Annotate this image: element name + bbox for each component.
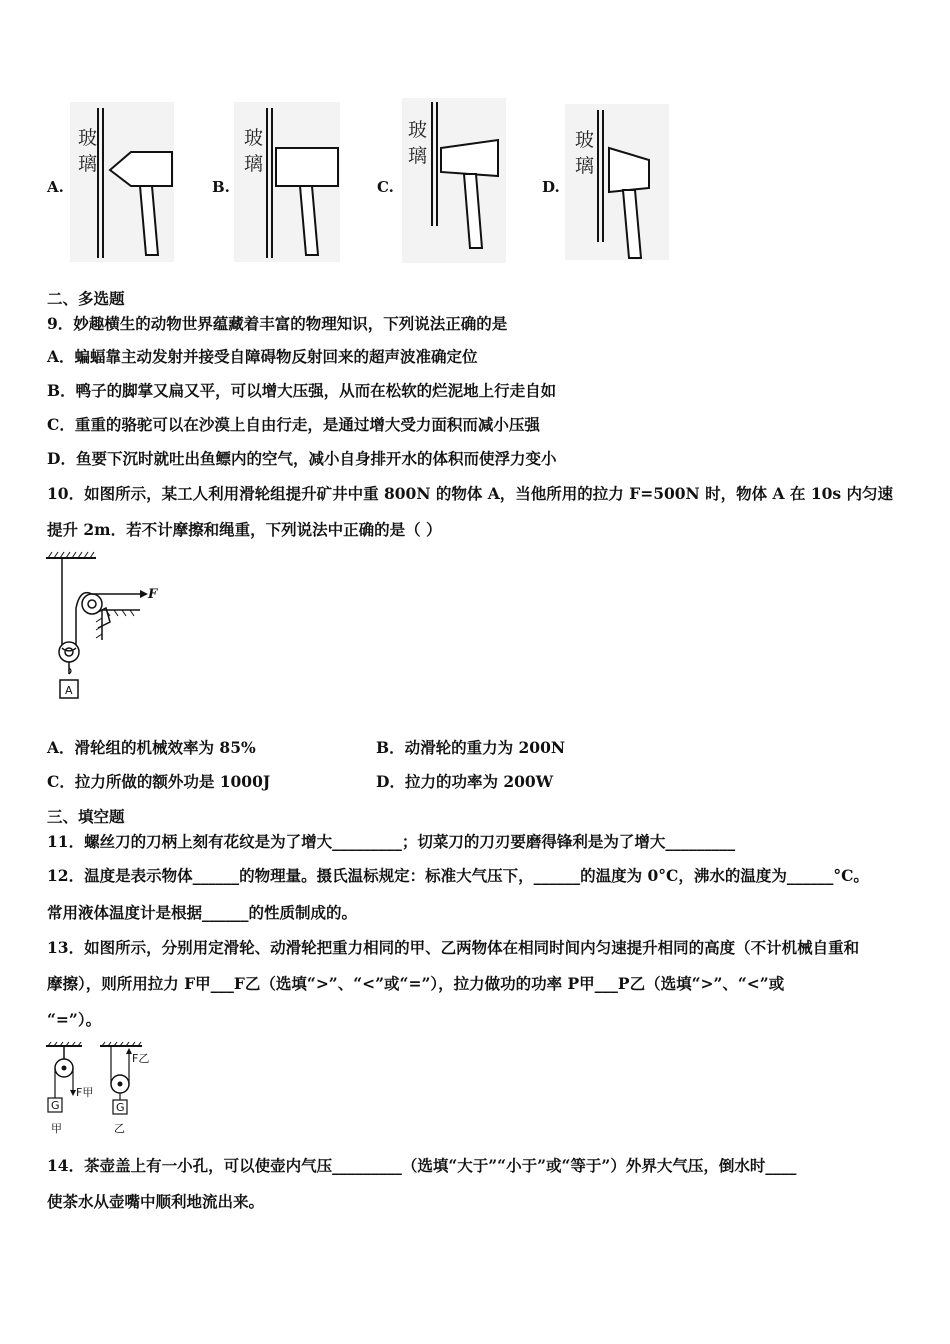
glass-char-1: 玻 xyxy=(78,127,98,149)
q9-option-c: C．重重的骆驼可以在沙漠上自由行走，是通过增大受力面积而减小压强 xyxy=(47,415,540,434)
q13-force-yi: F乙 xyxy=(132,1052,150,1065)
q13-pulley-figure xyxy=(42,1040,162,1140)
option-c-label: C. xyxy=(377,178,394,196)
q10-option-a: A．滑轮组的机械效率为 85% xyxy=(47,738,256,757)
glass-char-1: 玻 xyxy=(408,119,428,141)
section-title-fill-blank: 三、填空题 xyxy=(47,807,125,826)
q13-line1: 13．如图所示，分别用定滑轮、动滑轮把重力相同的甲、乙两物体在相同时间内匀速提升相同的高度（不计机械自重和 xyxy=(47,938,860,957)
glass-char-1: 玻 xyxy=(244,127,264,149)
q10-option-c: C．拉力所做的额外功是 1000J xyxy=(47,772,271,791)
q10-block-label: A xyxy=(65,684,73,697)
glass-char-1: 玻 xyxy=(575,129,595,151)
q9-stem: 9．妙趣横生的动物世界蕴藏着丰富的物理知识，下列说法正确的是 xyxy=(47,314,508,333)
glass-char-2: 璃 xyxy=(78,153,98,175)
option-b-label: B. xyxy=(212,178,230,196)
q13-force-jia: F甲 xyxy=(76,1086,94,1099)
q13-weight-jia: G xyxy=(51,1099,60,1112)
option-a-label: A. xyxy=(47,178,64,196)
glass-char-2: 璃 xyxy=(244,153,264,175)
q14-line2: 使茶水从壶嘴中顺利地流出来。 xyxy=(47,1192,265,1211)
q10-option-d: D．拉力的功率为 200W xyxy=(376,772,554,791)
glass-char-2: 璃 xyxy=(408,145,428,167)
q9-option-b: B．鸭子的脚掌又扁又平，可以增大压强，从而在松软的烂泥地上行走自如 xyxy=(47,381,557,400)
hammer-figure-b xyxy=(232,100,344,265)
q10-force-label: F xyxy=(148,587,158,602)
q10-pulley-figure xyxy=(40,548,160,708)
glass-char-2: 璃 xyxy=(575,155,595,177)
q13-label-yi: 乙 xyxy=(114,1122,125,1135)
q13-label-jia: 甲 xyxy=(51,1122,62,1135)
hammer-figure-c xyxy=(400,96,510,266)
q11-text: 11．螺丝刀的刀柄上刻有花纹是为了增大_________；切菜刀的刀刃要磨得锋利是为了增大_________ xyxy=(47,832,736,851)
hammer-figure-d xyxy=(563,102,673,264)
q10-option-b: B．动滑轮的重力为 200N xyxy=(376,738,566,757)
q10-stem-line1: 10．如图所示，某工人利用滑轮组提升矿井中重 800N 的物体 A，当他所用的拉力 F=500N 时，物体 A 在 10s 内匀速 xyxy=(47,484,894,503)
option-d-label: D. xyxy=(542,178,560,196)
q13-weight-yi: G xyxy=(116,1101,125,1114)
q9-option-a: A．蝙蝠靠主动发射并接受自障碍物反射回来的超声波准确定位 xyxy=(47,347,478,366)
q12-line1: 12．温度是表示物体______的物理量。摄氏温标规定：标准大气压下，______的温度为 0°C，沸水的温度为______°C。 xyxy=(47,866,869,885)
hammer-figure-a xyxy=(68,100,178,265)
q13-line2: 摩擦），则所用拉力 F甲___F乙（选填“>”、“<”或“=”），拉力做功的功率 P甲___P乙（选填“>”、“<”或 xyxy=(47,974,785,993)
q9-option-d: D．鱼要下沉时就吐出鱼鳔内的空气，减小自身排开水的体积而使浮力变小 xyxy=(47,449,557,468)
q13-line3: “=”）。 xyxy=(47,1010,102,1029)
section-title-multiple-choice: 二、多选题 xyxy=(47,289,125,308)
q10-stem-line2: 提升 2m．若不计摩擦和绳重，下列说法中正确的是（ ） xyxy=(47,520,442,539)
q12-line2: 常用液体温度计是根据______的性质制成的。 xyxy=(47,903,358,922)
q14-line1: 14．茶壶盖上有一小孔，可以使壶内气压_________（选填“大于”“小于”或“等于”）外界大气压，倒水时____ xyxy=(47,1156,797,1175)
